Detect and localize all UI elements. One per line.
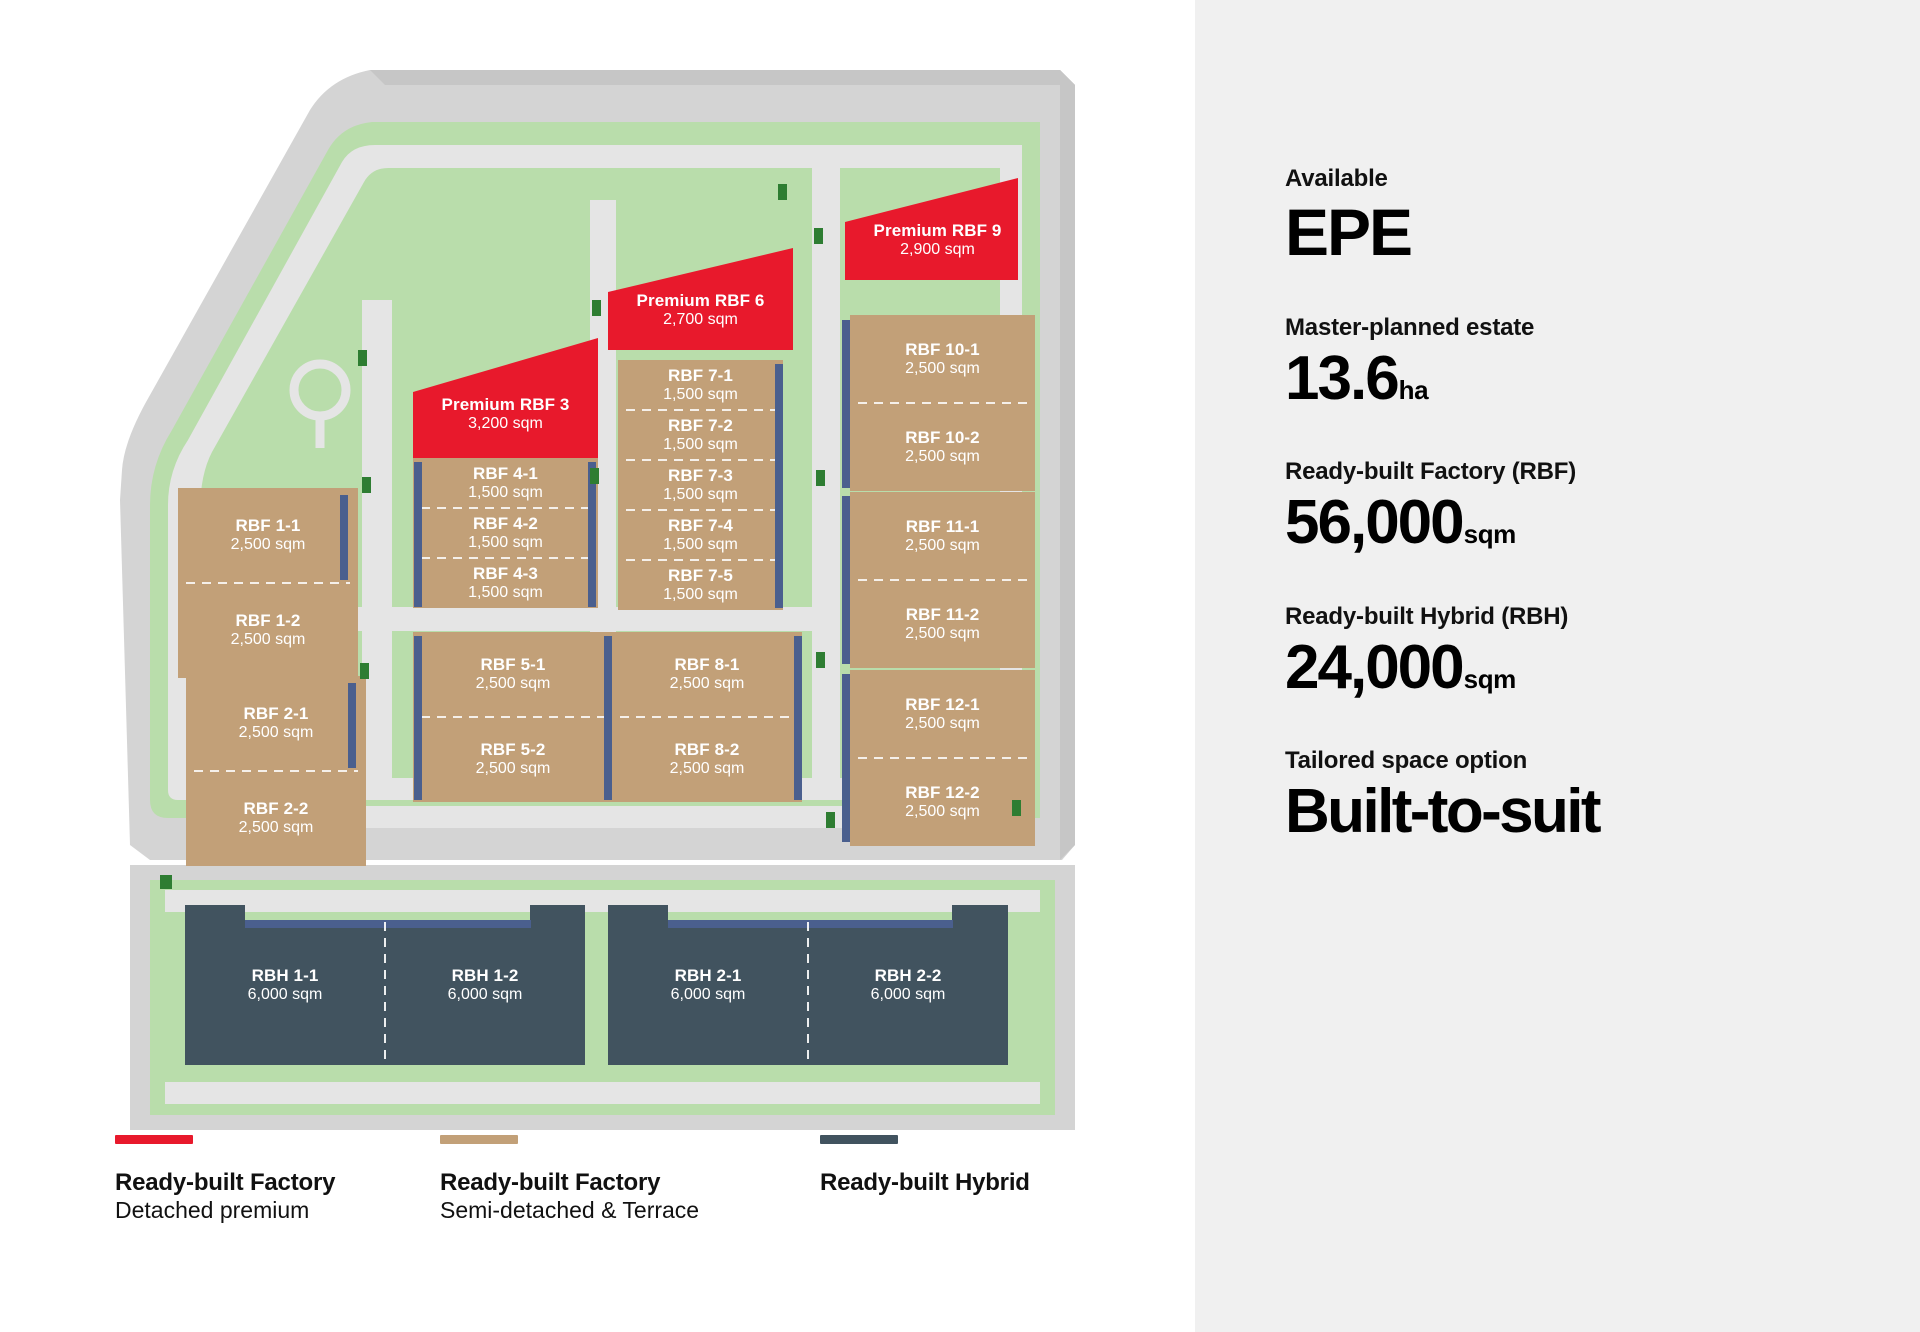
legend-title-rbh: Ready-built Hybrid bbox=[820, 1169, 1030, 1196]
map-plot-rbh-2-2[interactable] bbox=[808, 905, 1008, 1065]
plot-name: RBF 7-2 bbox=[668, 415, 733, 435]
stat-unit-rbf: sqm bbox=[1463, 519, 1516, 550]
plot-area: 2,500 sqm bbox=[238, 819, 314, 837]
stat-label-built-to-suit: Tailored space option bbox=[1285, 747, 1528, 775]
map-plot-rbh-1-2[interactable] bbox=[385, 905, 585, 1065]
estate-stats-panel bbox=[1195, 0, 1920, 1332]
plot-area: 2,500 sqm bbox=[230, 631, 306, 649]
map-legend bbox=[0, 1135, 1195, 1255]
plot-name: RBH 2-1 bbox=[674, 965, 742, 985]
plot-name: RBF 11-2 bbox=[905, 604, 980, 624]
plot-area: 2,500 sqm bbox=[905, 359, 980, 377]
plot-area: 1,500 sqm bbox=[468, 583, 543, 601]
plot-area: 2,500 sqm bbox=[905, 714, 980, 732]
plot-area: 1,500 sqm bbox=[663, 535, 738, 553]
map-plot-rbh-2-1[interactable] bbox=[608, 905, 808, 1065]
map-plot-premium-rbf-3[interactable] bbox=[413, 370, 598, 458]
map-plot-rbf-4-2[interactable] bbox=[413, 508, 598, 558]
plot-area: 2,500 sqm bbox=[905, 802, 980, 820]
stat-label-rbf: Ready-built Factory (RBF) bbox=[1285, 458, 1577, 486]
plot-name: RBF 10-2 bbox=[905, 427, 980, 447]
plot-area: 2,700 sqm bbox=[663, 310, 738, 328]
plot-area: 2,500 sqm bbox=[669, 760, 745, 778]
stat-rbh bbox=[1285, 603, 1920, 700]
plot-name: RBF 1-1 bbox=[235, 516, 301, 536]
plot-name: RBF 4-3 bbox=[473, 563, 538, 583]
plot-name: Premium RBF 9 bbox=[873, 220, 1002, 240]
plot-name: RBH 1-1 bbox=[251, 965, 319, 985]
map-plot-premium-rbf-6[interactable] bbox=[608, 270, 793, 350]
stat-number-built-to-suit: Built-to-suit bbox=[1285, 777, 1599, 847]
legend-swatch-rbf bbox=[440, 1135, 518, 1144]
legend-item-rbf bbox=[440, 1135, 820, 1255]
plot-area: 2,900 sqm bbox=[900, 240, 975, 258]
map-plot-rbf-8-1[interactable] bbox=[612, 632, 802, 717]
plot-name: RBF 12-2 bbox=[905, 782, 980, 802]
plot-area: 1,500 sqm bbox=[663, 585, 738, 603]
plot-area: 2,500 sqm bbox=[230, 536, 306, 554]
plot-name: RBH 1-2 bbox=[451, 965, 519, 985]
stat-available bbox=[1285, 165, 1920, 267]
rbh-road-bottom bbox=[165, 1082, 1040, 1104]
map-plot-rbf-10-2[interactable] bbox=[850, 403, 1035, 491]
stat-unit-rbh: sqm bbox=[1463, 663, 1516, 694]
map-plot-rbf-1-2[interactable] bbox=[178, 583, 358, 678]
plot-name: RBF 12-1 bbox=[905, 694, 980, 714]
plot-area: 1,500 sqm bbox=[663, 435, 738, 453]
map-plot-rbf-2-1[interactable] bbox=[186, 676, 366, 771]
legend-item-premium bbox=[115, 1135, 440, 1255]
stat-label-available: Available bbox=[1285, 165, 1388, 192]
plot-name: Premium RBF 3 bbox=[441, 394, 570, 414]
stat-value-rbf bbox=[1285, 488, 1920, 558]
map-plot-rbf-10-1[interactable] bbox=[850, 315, 1035, 403]
map-plot-rbf-1-1[interactable] bbox=[178, 488, 358, 583]
plot-area: 6,000 sqm bbox=[247, 985, 323, 1003]
plot-area: 2,500 sqm bbox=[238, 724, 314, 742]
map-plot-rbf-5-1[interactable] bbox=[413, 632, 613, 717]
plot-area: 2,500 sqm bbox=[905, 447, 980, 465]
plot-name: RBF 7-3 bbox=[668, 465, 733, 485]
legend-title-premium: Ready-built Factory bbox=[115, 1169, 336, 1196]
plot-area: 1,500 sqm bbox=[663, 485, 738, 503]
map-plot-rbf-12-1[interactable] bbox=[850, 670, 1035, 758]
map-plot-rbf-7-2[interactable] bbox=[618, 410, 783, 460]
map-plot-rbf-8-2[interactable] bbox=[612, 717, 802, 802]
plot-name: RBF 7-1 bbox=[668, 365, 733, 385]
plot-name: RBF 4-2 bbox=[473, 513, 538, 533]
plot-area: 6,000 sqm bbox=[670, 985, 746, 1003]
plot-area: 2,500 sqm bbox=[475, 760, 551, 778]
stat-value-rbh bbox=[1285, 632, 1920, 702]
map-plot-rbf-12-2[interactable] bbox=[850, 758, 1035, 846]
stat-rbf bbox=[1285, 458, 1920, 558]
legend-swatch-premium bbox=[115, 1135, 193, 1144]
plot-name: RBF 8-1 bbox=[674, 655, 740, 675]
estate-shadow-edge bbox=[1060, 70, 1075, 860]
stat-estate-size bbox=[1285, 314, 1920, 411]
legend-swatch-rbh bbox=[820, 1135, 898, 1144]
plot-name: RBF 11-1 bbox=[905, 516, 980, 536]
plot-name: RBF 1-2 bbox=[235, 611, 301, 631]
plot-name: RBF 8-2 bbox=[674, 740, 740, 760]
map-plot-rbf-11-1[interactable] bbox=[850, 492, 1035, 580]
map-plot-premium-rbf-9[interactable] bbox=[845, 200, 1030, 280]
plot-name: RBF 5-2 bbox=[480, 740, 546, 760]
plot-area: 2,500 sqm bbox=[905, 624, 980, 642]
plot-name: RBF 10-1 bbox=[905, 339, 980, 359]
plot-area: 2,500 sqm bbox=[905, 536, 980, 554]
map-plot-rbf-5-2[interactable] bbox=[413, 717, 613, 802]
map-plot-rbf-11-2[interactable] bbox=[850, 580, 1035, 668]
stat-label-estate-size: Master-planned estate bbox=[1285, 313, 1535, 341]
legend-subtitle-premium: Detached premium bbox=[115, 1196, 310, 1223]
plot-name: RBF 5-1 bbox=[480, 655, 546, 675]
plot-name: RBF 4-1 bbox=[473, 463, 538, 483]
stat-number-available: EPE bbox=[1285, 195, 1412, 269]
stat-value-estate-size bbox=[1285, 343, 1920, 413]
stat-built-to-suit bbox=[1285, 747, 1920, 847]
plot-area: 6,000 sqm bbox=[447, 985, 523, 1003]
legend-title-rbf: Ready-built Factory bbox=[440, 1169, 661, 1196]
plot-area: 1,500 sqm bbox=[663, 385, 738, 403]
map-plot-rbf-4-1[interactable] bbox=[413, 458, 598, 508]
map-plot-rbf-7-1[interactable] bbox=[618, 360, 783, 410]
plot-area: 3,200 sqm bbox=[468, 414, 543, 432]
map-plot-rbf-7-4[interactable] bbox=[618, 510, 783, 560]
stat-value-built-to-suit bbox=[1285, 777, 1920, 847]
estate-shadow-top bbox=[370, 70, 1075, 85]
plot-area: 2,500 sqm bbox=[475, 675, 551, 693]
legend-subtitle-rbf: Semi-detached & Terrace bbox=[440, 1196, 700, 1223]
plot-area: 1,500 sqm bbox=[468, 533, 543, 551]
plot-area: 6,000 sqm bbox=[870, 985, 946, 1003]
map-plot-rbf-7-5[interactable] bbox=[618, 560, 783, 610]
plot-area: 1,500 sqm bbox=[468, 483, 543, 501]
legend-item-rbh bbox=[820, 1135, 1150, 1255]
map-plot-rbf-7-3[interactable] bbox=[618, 460, 783, 510]
plot-name: RBF 2-2 bbox=[243, 799, 309, 819]
plot-name: RBF 2-1 bbox=[243, 704, 309, 724]
stat-label-rbh: Ready-built Hybrid (RBH) bbox=[1285, 602, 1569, 630]
plot-area: 2,500 sqm bbox=[669, 675, 745, 693]
map-plot-rbf-4-3[interactable] bbox=[413, 558, 598, 608]
stat-number-estate-size: 13.6 bbox=[1285, 343, 1398, 413]
plot-name: Premium RBF 6 bbox=[636, 290, 765, 310]
plot-name: RBF 7-5 bbox=[668, 565, 733, 585]
stat-number-rbf: 56,000 bbox=[1285, 488, 1463, 558]
map-plot-rbh-1-1[interactable] bbox=[185, 905, 385, 1065]
stat-value-available bbox=[1285, 195, 1920, 269]
stat-unit-estate-size: ha bbox=[1398, 374, 1429, 405]
plot-name: RBF 7-4 bbox=[668, 515, 733, 535]
stat-number-rbh: 24,000 bbox=[1285, 632, 1463, 702]
plot-name: RBH 2-2 bbox=[874, 965, 942, 985]
map-plot-rbf-2-2[interactable] bbox=[186, 771, 366, 866]
